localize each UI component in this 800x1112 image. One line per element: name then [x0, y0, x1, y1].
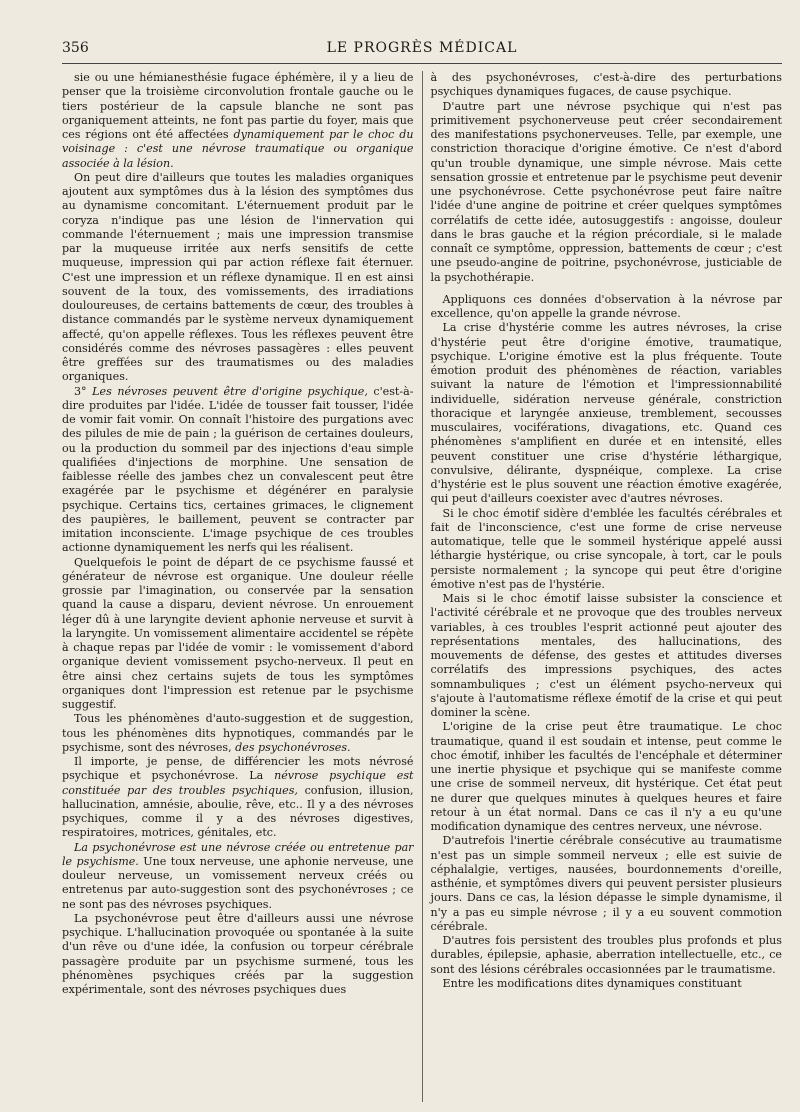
- text-run: 3°: [74, 384, 93, 398]
- italic-text: névrose psychique est constituée par des troubles psychiques,: [62, 769, 414, 797]
- paragraph: [62, 841, 414, 912]
- italic-text: La psychonévrose est une névrose créée ou entretenue par le psychisme.: [62, 840, 414, 868]
- text-run: D'autres fois persistent des troubles plus profonds et plus durables, épilepsie, aphasie, aberration intellectuelle, etc., ce sont des lésions cérébrales occasionnées par le traumatisme.: [430, 934, 782, 976]
- italic-text: dynamiquement par le choc du voisinage : c'est une névrose traumatique ou organique associée à la lésion.: [62, 128, 414, 170]
- page-header: [62, 40, 782, 60]
- paragraph: [431, 293, 783, 322]
- paragraph: [431, 834, 783, 934]
- text-run: D'autrefois l'inertie cérébrale consécutive au traumatisme n'est pas un simple sommeil nerveux ; elle est suivie de céphalalgie, vertiges, nausées, bourdonnements d'oreille, asthénie, et symptômes divers qui peuvent persister plusieurs jours. Dans ce cas, la lésion dépasse le simple dynamisme, il n'y a pas eu simple névrose ; il y a eu souvent commotion cérébrale.: [430, 834, 782, 933]
- text-run: Entre les modifications dites dynamiques constituant: [442, 976, 742, 990]
- running-title: LE PROGRÈS MÉDICAL: [326, 40, 518, 56]
- text-columns: [62, 71, 782, 1102]
- paragraph: [431, 100, 783, 285]
- paragraph: [62, 712, 414, 755]
- paragraph: [431, 934, 783, 977]
- text-run: Mais si le choc émotif laisse subsister la conscience et l'activité cérébrale et ne provoque que des troubles nerveux variables, à ces troubles l'esprit actionné peut ajouter des représentations mentales, des hallucinations, des mouvements de défense, des gestes et attitudes diverses corrélatifs des impressions psychiques, des actes somnambuliques ; c'est un élément psycho-nerveux qui s'ajoute à l'automatisme réflexe émotif de la crise et qui peut dominer la scène.: [430, 592, 782, 719]
- text-run: Appliquons ces données d'observation à la névrose par excellence, qu'on appelle la grande névrose.: [430, 292, 782, 320]
- paragraph: [62, 71, 414, 171]
- text-run: Une toux nerveuse, une aphonie nerveuse, une douleur nerveuse, un vomissement nerveux créés ou entretenus par auto-suggestion sont des psychonévroses ; ce ne sont pas des névroses psychiques.: [62, 854, 414, 911]
- text-run: Tous les phénomènes d'auto-suggestion et de suggestion, tous les phénomènes dits hypnotiques, commandés par le psychisme, sont des névroses,: [62, 712, 414, 754]
- paragraph: [431, 592, 783, 720]
- text-run: On peut dire d'ailleurs que toutes les maladies organiques ajoutent aux symptômes dus à la lésion des symptômes dus au dynamisme concomitant. L'éternuement produit par le coryza n'indique pas une lésion de l'innervation qui commande l'éternuement ; mais une impression transmise par la muqueuse irritée aux nerfs sensitifs de cette muqueuse, impression qui par action réflexe fait éternuer. C'est une impression et un réflexe dynamique. Il en est ainsi souvent de la toux, des vomissements, des irradiations douloureuses, de certains battements de cœur, des troubles à distance commandés par le système nerveux dynamiquement affecté, qu'on appelle réflexes. Tous les réflexes peuvent être considérés comme des névroses passagères : elles peuvent être greffées sur des traumatismes ou des maladies organiques.: [62, 170, 414, 384]
- text-run: c'est-à-dire produites par l'idée. L'idée de tousser fait tousser, l'idée de vomir fait vomir. On connaît l'histoire des purgations avec des pilules de mie de pain ; la guérison de certaines douleurs, ou la production du sommeil par des injections d'eau simple qualifiées d'injections de morphine. Une sensation de faiblesse réelle des jambes chez un convalescent peut être exagérée par le psychisme et dégénérer en paralysie psychique. Certains tics, certaines grimaces, le clignement des paupières, le baillement, peuvent se contracter par imitation inconsciente. L'image psychique de ces troubles actionne dynamiquement les nerfs qui les réalisent.: [62, 384, 414, 555]
- text-run: sie ou une hémianesthésie fugace éphémère, il y a lieu de penser que la troisième circonvolution frontale gauche ou le tiers postérieur de la capsule blanche ne sont pas organiquement atteints, ne font pas partie du foyer, mais que ces régions ont été affectées: [62, 71, 414, 141]
- left-column: [62, 71, 422, 1102]
- header-rule: [62, 63, 782, 64]
- text-run: confusion, illusion, hallucination, amnésie, aboulie, rêve, etc.. Il y a des névroses psychiques, comme il y a des névroses digestives, respiratoires, motrices, génitales, etc.: [62, 783, 414, 840]
- text-run: D'autre part une névrose psychique qui n'est pas primitivement psychonerveuse peut créer secondairement des manifestations psychonerveuses. Telle, par exemple, une constriction thoracique d'origine émotive. Ce n'est d'abord qu'un trouble dynamique, une simple névrose. Mais cette sensation grossie et entretenue par le psychisme peut devenir une psychonévrose. Cette psychonévrose peut faire naître l'idée d'une angine de poitrine et créer quelques symptômes corrélatifs de cette idée, autosuggestifs : angoisse, douleur dans le bras gauche et la région précordiale, si le malade connaît ce symptôme, oppression, battements de cœur ; c'est une pseudo-angine de poitrine, psychonévrose, justiciable de la psychothérapie.: [430, 99, 782, 284]
- paragraph: [431, 977, 783, 991]
- paragraph: [62, 755, 414, 841]
- italic-text: des psychonévroses.: [235, 740, 351, 754]
- right-column: [422, 71, 783, 1102]
- page-number: 356: [62, 40, 89, 56]
- text-run: La psychonévrose peut être d'ailleurs aussi une névrose psychique. L'hallucination provoquée ou spontanée à la suite d'un rêve ou d'une idée, la confusion ou torpeur cérébrale passagère produite par un psychisme surmené, tous les phénomènes psychiques créés par la suggestion expérimentale, sont des névroses psychiques dues: [62, 911, 414, 996]
- paragraph: [431, 321, 783, 506]
- paragraph: [62, 171, 414, 385]
- paragraph: [62, 556, 414, 713]
- paragraph: [62, 912, 414, 998]
- text-run: L'origine de la crise peut être traumatique. Le choc traumatique, quand il est soudain et intense, peut comme le choc émotif, inhiber les facultés de l'encéphale et déterminer une inertie physique et psychique qui se manifeste comme une crise de sommeil nerveux, dit hystérique. Cet état peut ne durer que quelques minutes à quelques heures et faire retour à un état normal. Dans ce cas il n'y a eu qu'une modification dynamique des centres nerveux, une névrose.: [430, 720, 782, 833]
- text-run: Si le choc émotif sidère d'emblée les facultés cérébrales et fait de l'inconscience, c'est une forme de crise nerveuse automatique, telle que le sommeil hystérique appelé aussi léthargie hystérique, ou crise syncopale, à tort, car le pouls persiste normalement ; la syncope qui peut être d'origine émotive n'est pas de l'hystérie.: [430, 506, 782, 591]
- paragraph: [431, 720, 783, 834]
- text-run: Quelquefois le point de départ de ce psychisme faussé et générateur de névrose est organique. Une douleur réelle grossie par l'imagination, ou conservée par la sensation quand la cause a disparu, devient névrose. Un enrouement léger dû à une laryngite devient aphonie nerveuse et survit à la laryngite. Un vomissement alimentaire accidentel se répète à chaque repas par l'idée de vomir : le vomissement d'abord organique devient vomissement psycho-nerveux. Il peut en être ainsi chez certains sujets de tous les symptômes organiques dont l'impression est retenue par le psychisme suggestif.: [62, 555, 414, 711]
- paragraph: [431, 507, 783, 593]
- text-run: La crise d'hystérie comme les autres névroses, la crise d'hystérie peut être d'origine émotive, traumatique, psychique. L'origine émotive est la plus fréquente. Toute émotion produit des phénomènes de réaction, variables suivant la nature de l'émotion et l'impressionnabilité individuelle, sidération nerveuse générale, constriction thoracique et laryngée anxieuse, tremblement, secousses musculaires, vociférations, divagations, etc. Quand ces phénomènes s'amplifient en durée et en intensité, elles peuvent constituer une crise d'hystérie léthargique, convulsive, délirante, dyspnéique, complexe. La crise d'hystérie est le plus souvent une réaction émotive exagérée, qui peut d'ailleurs coexister avec d'autres névroses.: [430, 321, 782, 506]
- text-run: Il importe, je pense, de différencier les mots névrosé psychique et psychonévrose. La: [62, 755, 414, 783]
- text-run: à des psychonévroses, c'est-à-dire des perturbations psychiques dynamiques fugaces, de cause psychique.: [430, 71, 782, 99]
- italic-text: Les névroses peuvent être d'origine psychique,: [92, 384, 368, 398]
- paragraph: [431, 71, 783, 100]
- paragraph: [62, 385, 414, 556]
